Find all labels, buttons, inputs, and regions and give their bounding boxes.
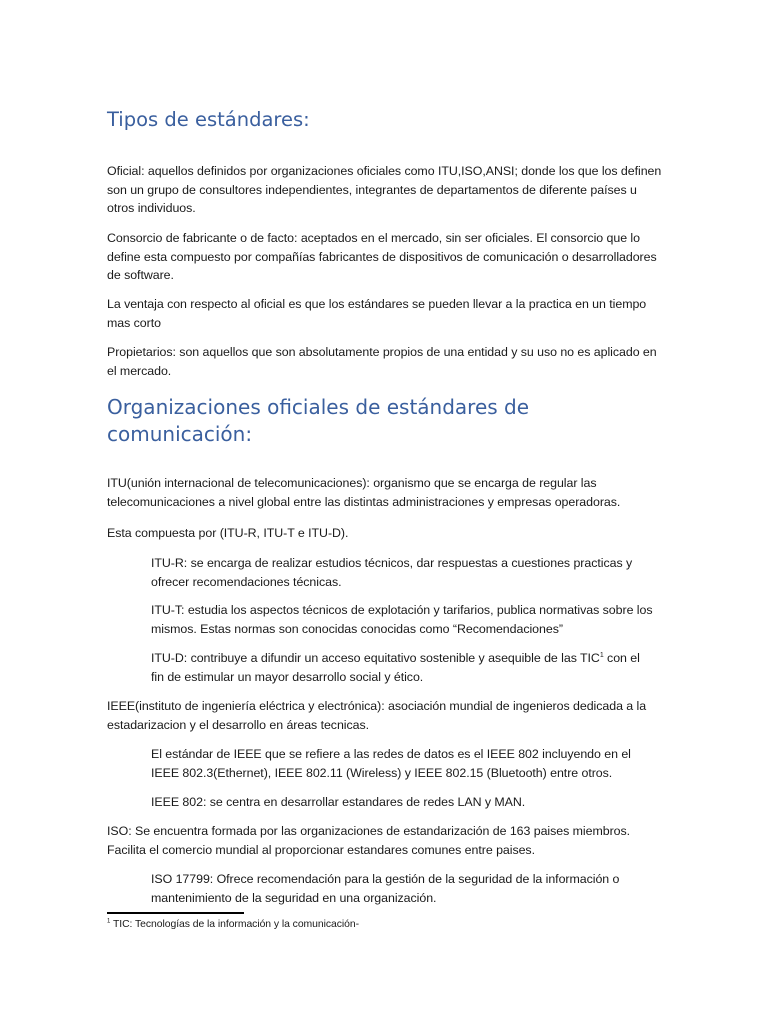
paragraph-ieee-802-standard: El estándar de IEEE que se refiere a las redes de datos es el IEEE 802 incluyendo en el IEEE 802.3(Ethernet), IEEE 802.11 (Wireless) y IEEE 802.15 (Bluetooth) entre otros. xyxy=(151,747,631,780)
paragraph-itu: ITU(unión internacional de telecomunicaciones): organismo que se encarga de regular las telecomunicaciones a nivel global entre las distintas administraciones y empresas operadoras. xyxy=(107,476,621,509)
paragraph-iso: ISO: Se encuentra formada por las organizaciones de estandarización de 163 paises miembros. Facilita el comercio mundial al proporcionar estandares comunes entre paises. xyxy=(107,824,631,857)
paragraph-itu-t: ITU-T: estudia los aspectos técnicos de explotación y tarifarios, publica normativas sobre los mismos. Estas normas son conocidas conocidas como “Recomendaciones” xyxy=(151,603,653,636)
footnote-separator xyxy=(107,912,244,914)
paragraph-iso-17799: ISO 17799: Ofrece recomendación para la gestión de la seguridad de la información o mantenimiento de la seguridad en una organización. xyxy=(151,872,620,905)
paragraph-itu-d xyxy=(151,649,656,686)
paragraph-oficial: Oficial: aquellos definidos por organizaciones oficiales como ITU,ISO,ANSI; donde los que los definen son un grupo de consultores independientes, integrantes de departamentos de diferente países u otros individuos. xyxy=(107,164,662,215)
itu-d-text-after: con el fin de estimular un mayor desarrollo social y ético. xyxy=(151,651,640,684)
paragraph-ventaja: La ventaja con respecto al oficial es que los estándares se pueden llevar a la practica en un tiempo mas corto xyxy=(107,297,647,330)
paragraph-propietarios: Propietarios: son aquellos que son absolutamente propios de una entidad y su uso no es aplicado en el mercado. xyxy=(107,345,657,378)
footnote-number: 1 xyxy=(107,918,111,925)
heading-tipos-de-estandares: Tipos de estándares: xyxy=(107,108,310,131)
paragraph-consorcio: Consorcio de fabricante o de facto: aceptados en el mercado, sin ser oficiales. El consorcio que lo define esta compuesto por compañías fabricantes de dispositivos de comunicación o desarrolladores de software. xyxy=(107,231,657,282)
paragraph-itu-r: ITU-R: se encarga de realizar estudios técnicos, dar respuestas a cuestiones practicas y ofrecer recomendaciones técnicas. xyxy=(151,556,633,589)
itu-d-text-before: ITU-D: contribuye a difundir un acceso equitativo sostenible y asequible de las TIC xyxy=(151,651,600,665)
footnote-reference[interactable]: 1 xyxy=(599,651,604,659)
paragraph-ieee-802: IEEE 802: se centra en desarrollar estandares de redes LAN y MAN. xyxy=(151,795,526,809)
footnote xyxy=(107,918,663,932)
paragraph-itu-compuesta: Esta compuesta por (ITU-R, ITU-T e ITU-D). xyxy=(107,526,349,540)
paragraph-ieee: IEEE(instituto de ingeniería eléctrica y electrónica): asociación mundial de ingenieros dedicada a la estadarizacion y el desarrollo en áreas tecnicas. xyxy=(107,699,647,732)
heading-organizaciones-oficiales: Organizaciones oficiales de estándares de comunicación: xyxy=(107,395,530,446)
footnote-text: TIC: Tecnologías de la información y la comunicación- xyxy=(110,919,360,930)
